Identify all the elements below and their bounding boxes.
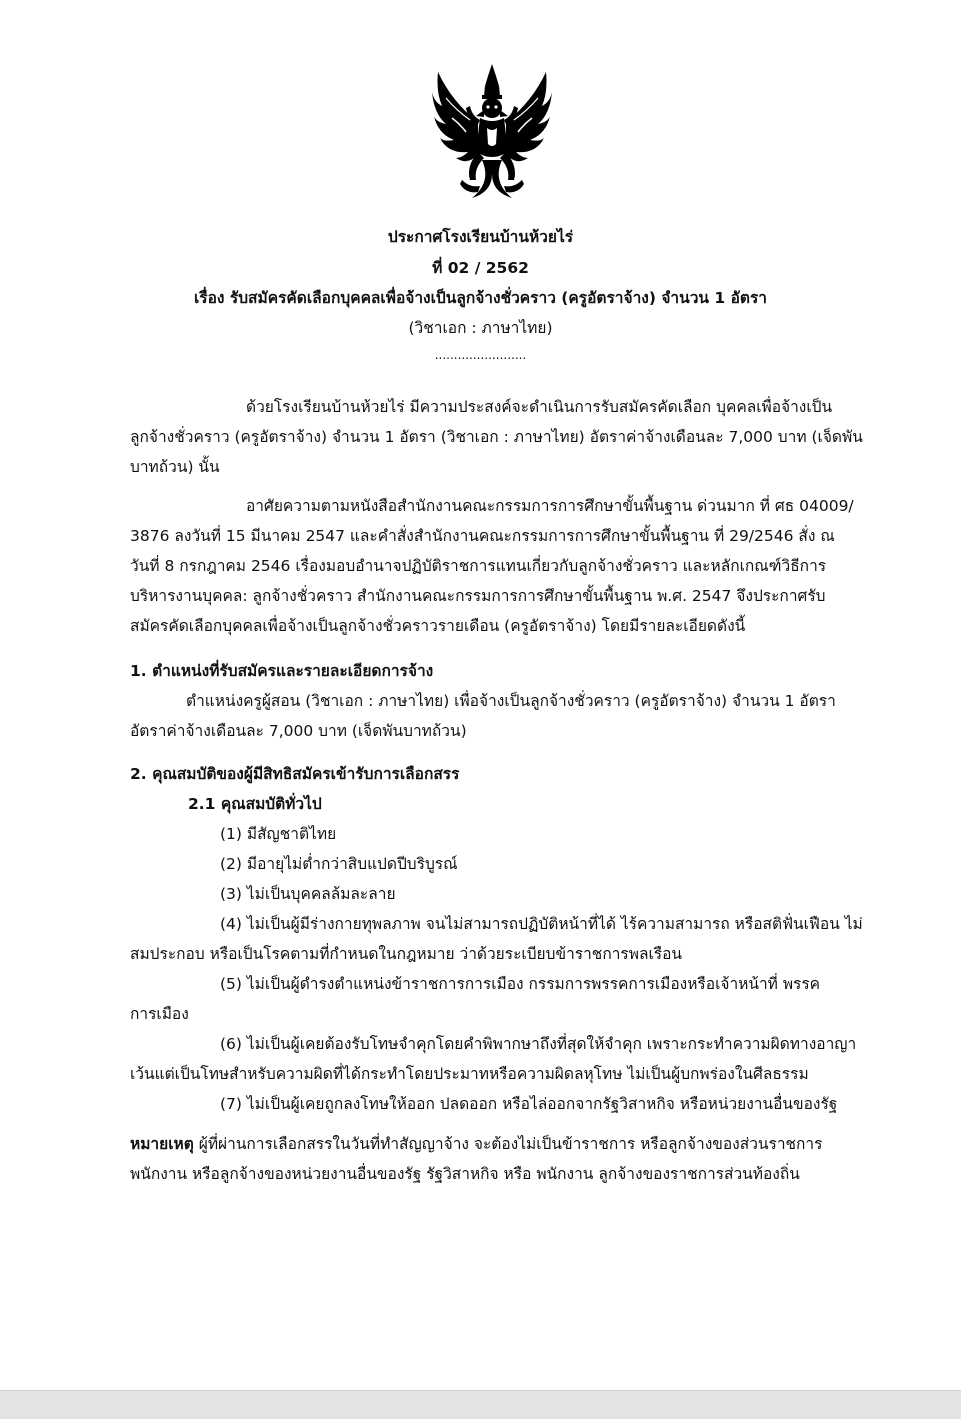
qualification-item-4-cont: สมประกอบ หรือเป็นโรคตามที่กำหนดในกฎหมาย ว่าด้วยระเบียบข้าราชการพลเรือน xyxy=(130,945,682,963)
qualification-item-7: (7) ไม่เป็นผู้เคยถูกลงโทษให้ออก ปลดออก หรือไล่ออกจากรัฐวิสาหกิจ หรือหน่วยงานอื่นของรัฐ xyxy=(220,1095,838,1113)
note-text-1: ผู้ที่ผ่านการเลือกสรรในวันที่ทำสัญญาจ้าง จะต้องไม่เป็นข้าราชการ หรือลูกจ้างของส่วนราชการ xyxy=(193,1135,823,1153)
announcement-subject: เรื่อง รับสมัครคัดเลือกบุคคลเพื่อจ้างเป็นลูกจ้างชั่วคราว (ครูอัตราจ้าง) จำนวน 1 อัตรา xyxy=(194,289,767,307)
section1-line-1: ตำแหน่งครูผู้สอน (วิชาเอก : ภาษาไทย) เพื่อจ้างเป็นลูกจ้างชั่วคราว (ครูอัตราจ้าง) จำนวน 1 อัตรา xyxy=(186,692,836,710)
note-line-2: พนักงาน หรือลูกจ้างของหน่วยงานอื่นของรัฐ รัฐวิสาหกิจ หรือ พนักงาน ลูกจ้างของราชการส่วนท้องถิ่น xyxy=(130,1165,800,1183)
announcement-subject-sub: (วิชาเอก : ภาษาไทย) xyxy=(408,319,553,337)
garuda-emblem xyxy=(432,62,552,204)
qualification-item-5-cont: การเมือง xyxy=(130,1005,189,1023)
note-label: หมายเหตุ xyxy=(130,1135,194,1153)
intro-p1-line-1: ด้วยโรงเรียนบ้านห้วยไร่ มีความประสงค์จะดำเนินการรับสมัครคัดเลือก บุคคลเพื่อจ้างเป็น xyxy=(246,398,833,416)
qualification-item-6-cont: เว้นแต่เป็นโทษสำหรับความผิดที่ได้กระทำโดยประมาทหรือความผิดลหุโทษ ไม่เป็นผู้บกพร่องในศีลธรรม xyxy=(130,1065,809,1083)
intro-p2-line-2: 3876 ลงวันที่ 15 มีนาคม 2547 และคำสั่งสำนักงานคณะกรรมการการศึกษาขั้นพื้นฐาน ที่ 29/2546 สั่ง ณ xyxy=(130,527,835,545)
section2-subheading: 2.1 คุณสมบัติทั่วไป xyxy=(188,795,322,813)
qualification-item-2: (2) มีอายุไม่ต่ำกว่าสิบแปดปีบริบูรณ์ xyxy=(220,855,458,873)
announcement-number: ที่ 02 / 2562 xyxy=(432,259,529,277)
section1-heading: 1. ตำแหน่งที่รับสมัครและรายละเอียดการจ้าง xyxy=(130,662,434,680)
intro-p1-line-2: ลูกจ้างชั่วคราว (ครูอัตราจ้าง) จำนวน 1 อัตรา (วิชาเอก : ภาษาไทย) อัตราค่าจ้างเดือนละ 7,000 บาท (เจ็ดพัน xyxy=(130,428,863,446)
qualification-item-6: (6) ไม่เป็นผู้เคยต้องรับโทษจำคุกโดยคำพิพากษาถึงที่สุดให้จำคุก เพราะกระทำความผิดทางอาญา xyxy=(220,1035,857,1053)
qualification-item-1: (1) มีสัญชาติไทย xyxy=(220,825,337,843)
intro-p2-line-3: วันที่ 8 กรกฎาคม 2546 เรื่องมอบอำนาจปฏิบัติราชการแทนเกี่ยวกับลูกจ้างชั่วคราว และหลักเกณฑ์วิธีการ xyxy=(130,557,827,575)
section2-heading: 2. คุณสมบัติของผู้มีสิทธิสมัครเข้ารับการเลือกสรร xyxy=(130,765,460,783)
qualification-item-5: (5) ไม่เป็นผู้ดำรงตำแหน่งข้าราชการการเมือง กรรมการพรรคการเมืองหรือเจ้าหน้าที่ พรรค xyxy=(220,975,821,993)
intro-p1-line-3: บาทถ้วน) นั้น xyxy=(130,458,220,476)
section1-line-2: อัตราค่าจ้างเดือนละ 7,000 บาท (เจ็ดพันบาทถ้วน) xyxy=(130,722,467,740)
intro-p2-line-4: บริหารงานบุคคล: ลูกจ้างชั่วคราว สำนักงานคณะกรรมการการศึกษาขั้นพื้นฐาน พ.ศ. 2547 จึงประกาศรับ xyxy=(130,587,826,605)
note-line-1 xyxy=(130,1134,822,1154)
intro-p2-line-1: อาศัยความตามหนังสือสำนักงานคณะกรรมการการศึกษาขั้นพื้นฐาน ด่วนมาก ที่ ศธ 04009/ xyxy=(246,497,854,515)
intro-p2-line-5: สมัครคัดเลือกบุคคลเพื่อจ้างเป็นลูกจ้างชั่วคราวรายเดือน (ครูอัตราจ้าง) โดยมีรายละเอียดดังนี้ xyxy=(130,617,746,635)
qualification-item-4: (4) ไม่เป็นผู้มีร่างกายทุพลภาพ จนไม่สามารถปฏิบัติหน้าที่ได้ ไร้ความสามารถ หรือสติฟั่นเฟือน ไม่ xyxy=(220,915,863,933)
header-separator: ........................ xyxy=(434,348,527,362)
announcement-title: ประกาศโรงเรียนบ้านห้วยไร่ xyxy=(387,228,574,246)
viewer-bottom-strip xyxy=(0,1390,961,1419)
qualification-item-3: (3) ไม่เป็นบุคคลล้มละลาย xyxy=(220,885,396,903)
